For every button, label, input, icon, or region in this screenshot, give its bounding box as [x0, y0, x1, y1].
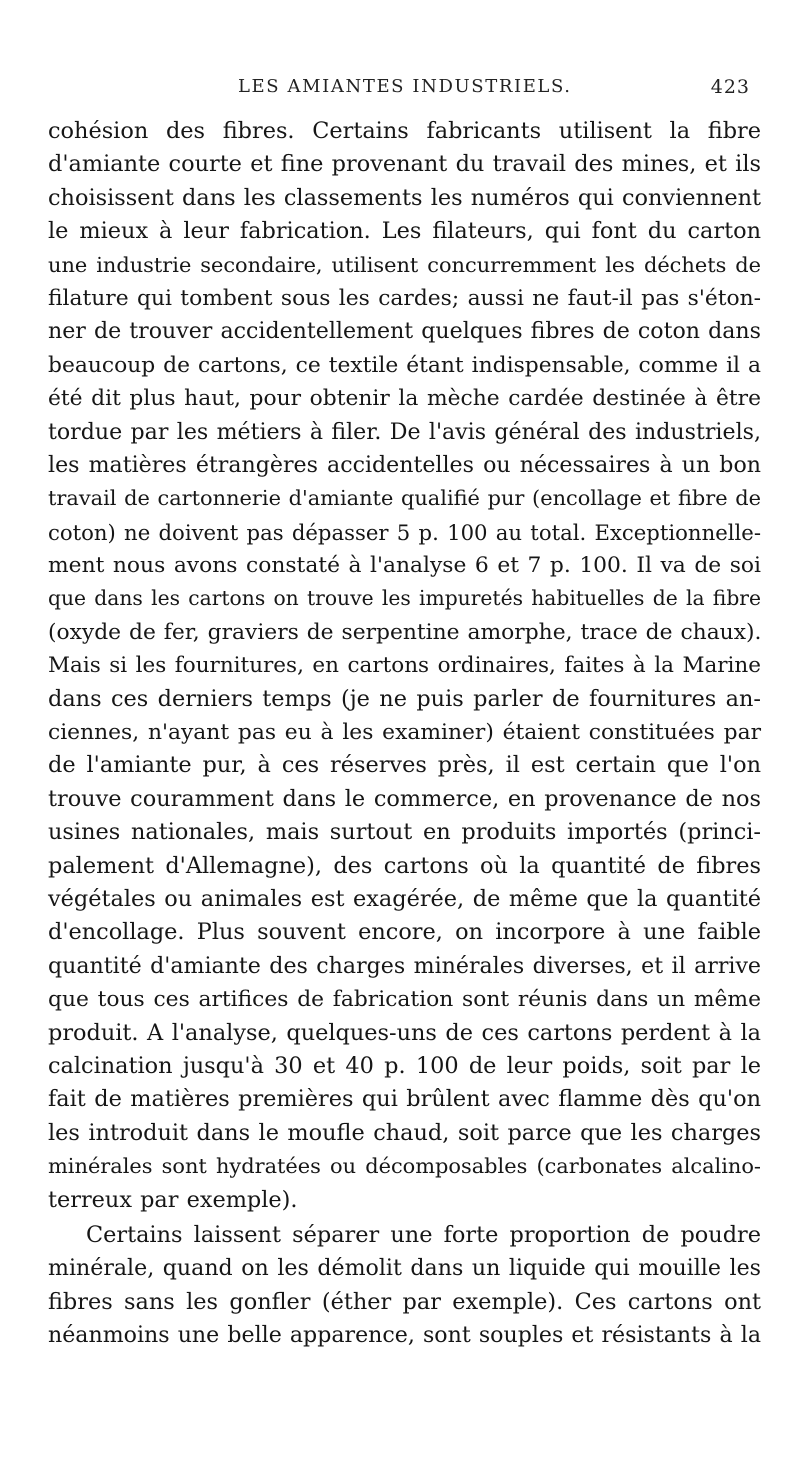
text-line: d'encollage. Plus souvent encore, on incorpore à une faible — [48, 919, 761, 946]
body-text — [48, 115, 761, 1352]
running-title: LES AMIANTES INDUSTRIELS. — [238, 76, 572, 97]
text-line: quantité d'amiante des charges minérales diverses, et il arrive — [48, 952, 761, 979]
text-line: ment nous avons constaté à l'analyse 6 et 7 p. 100. Il va de soi — [48, 553, 761, 579]
text-line: minérales sont hydratées ou décomposables (carbonates alcalino- — [48, 1154, 761, 1179]
text-line: néanmoins une belle apparence, sont souples et résistants à la — [48, 1322, 761, 1349]
paragraph — [48, 1219, 761, 1353]
text-line: fibres sans les gonfler (éther par exemple). Ces cartons ont — [48, 1288, 761, 1315]
text-line: végétales ou animales est exagérée, de même que la quantité — [48, 885, 761, 912]
text-line: le mieux à leur fabrication. Les filateurs, qui font du carton — [48, 218, 761, 245]
text-line: ciennes, n'ayant pas eu à les examiner) étaient constituées par — [48, 720, 761, 746]
text-line: les matières étrangères accidentelles ou nécessaires à un bon — [48, 451, 761, 478]
text-line: une industrie secondaire, utilisent concurremment les déchets de — [48, 252, 761, 277]
text-line: choisissent dans les classements les numéros qui conviennent — [48, 184, 761, 211]
text-line: dans ces derniers temps (je ne puis parler de fournitures an- — [48, 685, 761, 712]
text-line: cohésion des fibres. Certains fabricants utilisent la fibre — [48, 118, 761, 144]
text-line: que tous ces artifices de fabrication sont réunis dans un même — [48, 987, 761, 1013]
text-line: palement d'Allemagne), des cartons où la quantité de fibres — [48, 852, 761, 879]
text-line: que dans les cartons on trouve les impuretés habituelles de la fibre — [48, 586, 761, 611]
text-line: d'amiante courte et fine provenant du travail des mines, et ils — [48, 151, 761, 178]
text-line: terreux par exemple). — [48, 1186, 298, 1213]
text-line: travail de cartonnerie d'amiante qualifié pur (encollage et fibre de — [48, 486, 761, 511]
text-line: filature qui tombent sous les cardes; aussi ne faut-il pas s'éton- — [48, 285, 761, 311]
running-header — [0, 76, 800, 106]
text-line: Mais si les fournitures, en cartons ordinaires, faites à la Marine — [48, 653, 761, 679]
text-line: (oxyde de fer, graviers de serpentine amorphe, trace de chaux). — [48, 619, 762, 645]
text-line: tordue par les métiers à filer. De l'avis général des industriels, — [48, 418, 761, 445]
page-number: 423 — [710, 76, 750, 98]
text-line: minérale, quand on les démolit dans un liquide qui mouille les — [48, 1255, 761, 1282]
text-line: calcination jusqu'à 30 et 40 p. 100 de leur poids, soit par le — [48, 1052, 761, 1079]
text-line: coton) ne doivent pas dépasser 5 p. 100 au total. Exceptionnelle- — [48, 519, 761, 545]
text-line: les introduit dans le moufle chaud, soit parce que les charges — [48, 1119, 761, 1146]
paragraph — [48, 115, 761, 1217]
text-line: de l'amiante pur, à ces réserves près, il est certain que l'on — [48, 752, 761, 779]
text-line: Certains laissent séparer une forte proportion de poudre — [86, 1221, 761, 1248]
text-line: trouve couramment dans le commerce, en provenance de nos — [48, 785, 761, 812]
text-line: été dit plus haut, pour obtenir la mèche cardée destinée à être — [48, 386, 761, 412]
text-line: usines nationales, mais surtout en produits importés (princi- — [48, 819, 761, 846]
text-line: produit. A l'analyse, quelques-uns de ces cartons perdent à la — [48, 1019, 761, 1046]
text-line: ner de trouver accidentellement quelques fibres de coton dans — [48, 318, 761, 345]
text-line: beaucoup de cartons, ce textile étant indispensable, comme il a — [48, 352, 761, 378]
text-line: fait de matières premières qui brûlent avec flamme dès qu'on — [48, 1086, 761, 1113]
